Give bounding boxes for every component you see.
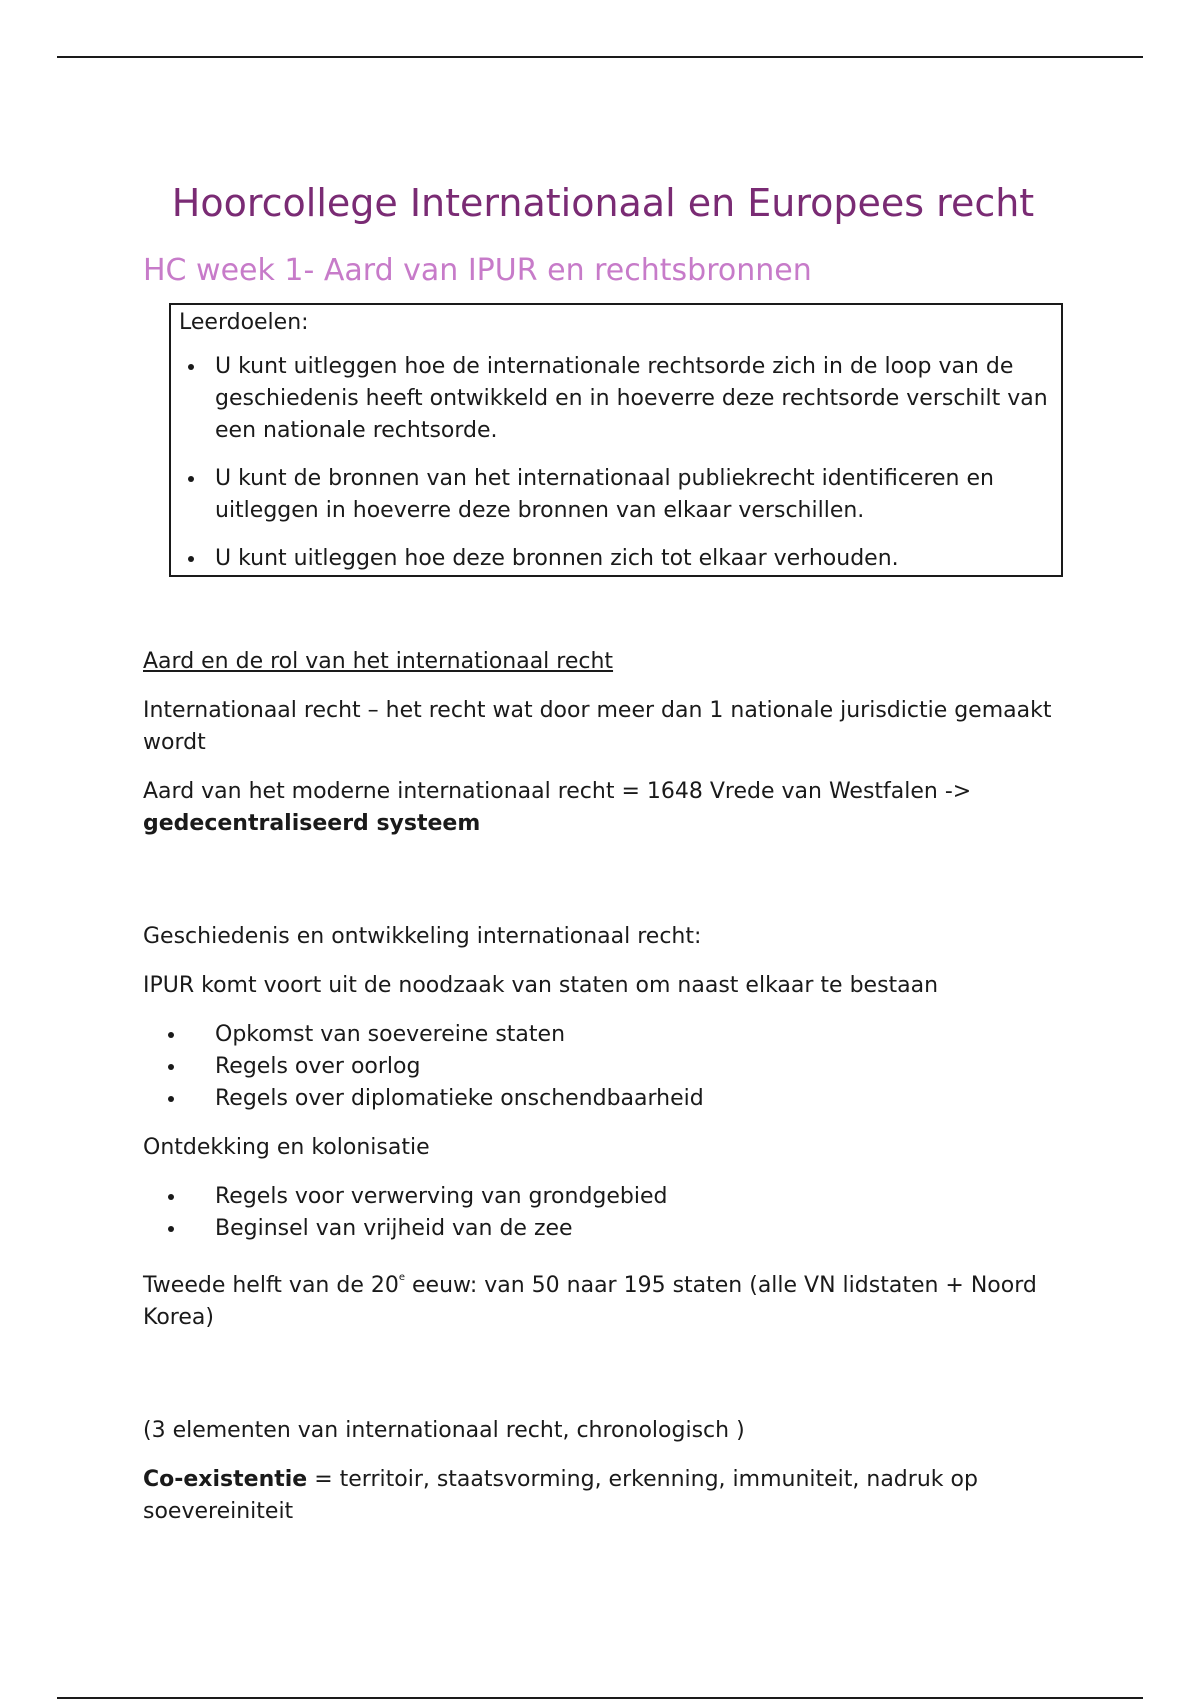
document-body	[143, 176, 1063, 1545]
section-heading: HC week 1- Aard van IPUR en rechtsbronnen	[143, 253, 812, 288]
aard-heading: Aard en de rol van het internationaal recht	[143, 649, 614, 674]
definition-paragraph: Internationaal recht – het recht wat door meer dan 1 nationale jurisdictie gemaakt wordt	[143, 698, 1052, 755]
modern-law-text: Aard van het moderne internationaal recht = 1648 Vrede van Westfalen ->	[143, 779, 972, 804]
elements-intro: (3 elementen van internationaal recht, chronologisch )	[143, 1418, 745, 1443]
list-item: • Opkomst van soevereine staten	[187, 1019, 1063, 1051]
list-item: • Beginsel van vrijheid van de zee	[187, 1213, 1063, 1245]
history-heading: Geschiedenis en ontwikkeling internationaal recht:	[143, 924, 702, 949]
document-title: Hoorcollege Internationaal en Europees recht	[171, 181, 1035, 225]
list-item: • Regels over oorlog	[187, 1051, 1063, 1083]
coexistence-term: Co-existentie	[143, 1467, 308, 1492]
history-intro: IPUR komt voort uit de noodzaak van staten om naast elkaar te bestaan	[143, 973, 939, 998]
century-text-after: eeuw: van 50 naar 195 staten (alle VN lidstaten + Noord Korea)	[143, 1273, 1037, 1330]
modern-law-bold: gedecentraliseerd systeem	[143, 811, 481, 836]
century-text-before: Tweede helft van de 20	[143, 1273, 399, 1298]
century-superscript: e	[398, 1272, 406, 1283]
coexistence-definition: = territoir, staatsvorming, erkenning, immuniteit, nadruk op soevereiniteit	[143, 1467, 978, 1524]
learning-goal-item: • U kunt uitleggen hoe de internationale rechtsorde zich in de loop van de geschiedenis heeft ontwikkeld en in hoeverre deze rechtsorde verschilt van een nationale rechtsorde.	[207, 351, 1053, 447]
learning-goal-item: • U kunt uitleggen hoe deze bronnen zich tot elkaar verhouden.	[207, 543, 1053, 575]
modern-law-paragraph	[143, 776, 1063, 840]
coexistence-paragraph	[143, 1464, 1063, 1528]
learning-goals-label: Leerdoelen:	[179, 310, 309, 335]
century-paragraph	[143, 1262, 1063, 1334]
bottom-rule	[57, 1697, 1143, 1699]
history-bullets-1	[143, 1019, 1063, 1115]
list-item: • Regels voor verwerving van grondgebied	[187, 1181, 1063, 1213]
discovery-heading: Ontdekking en kolonisatie	[143, 1135, 430, 1160]
list-item: • Regels over diplomatieke onschendbaarheid	[187, 1083, 1063, 1115]
top-rule	[57, 56, 1143, 58]
learning-goals-box	[169, 303, 1063, 577]
history-bullets-2	[143, 1181, 1063, 1245]
learning-goals-list	[179, 351, 1053, 575]
learning-goal-item: • U kunt de bronnen van het internationaal publiekrecht identificeren en uitleggen in hoeverre deze bronnen van elkaar verschillen.	[207, 463, 1053, 527]
